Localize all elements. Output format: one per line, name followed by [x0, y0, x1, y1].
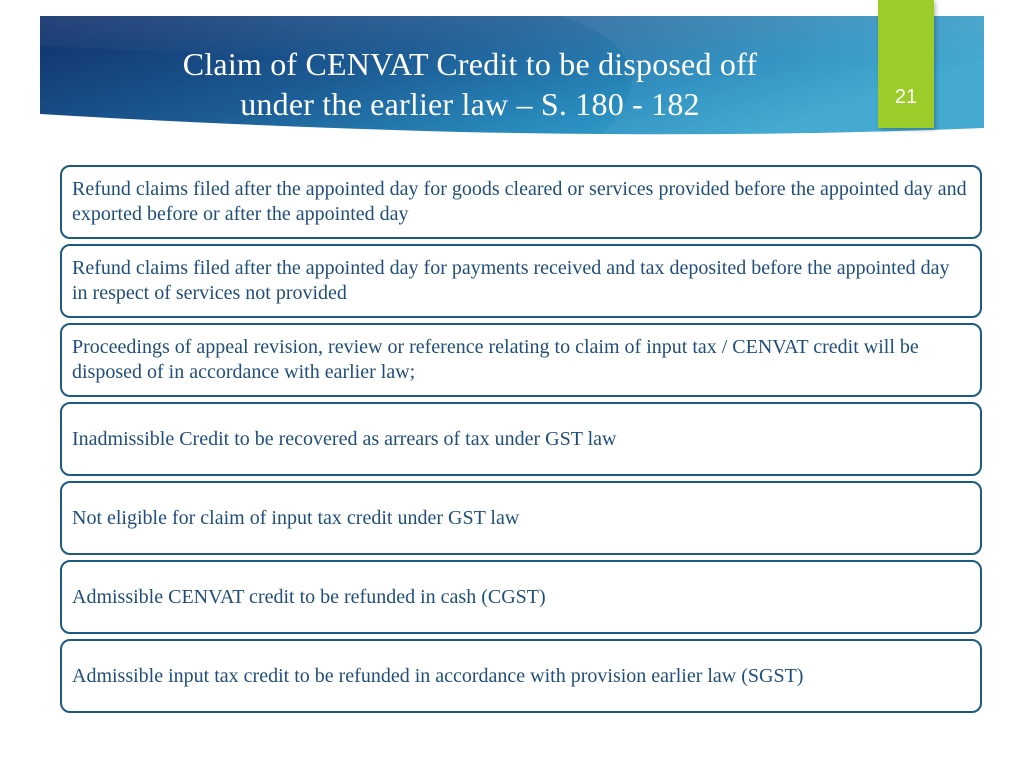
content-box — [60, 323, 982, 397]
content-box-list — [60, 165, 982, 718]
content-box-text: Admissible CENVAT credit to be refunded in cash (CGST) — [72, 585, 546, 608]
title-line-1: Claim of CENVAT Credit to be disposed off — [182, 46, 758, 82]
content-box — [60, 165, 982, 239]
page-number: 21 — [894, 86, 918, 108]
page-number-tab — [878, 0, 934, 128]
title-line-2: under the earlier law – S. 180 - 182 — [240, 86, 700, 122]
content-box — [60, 244, 982, 318]
content-box-text: Refund claims filed after the appointed day for goods cleared or services provided before the appointed day and exported before or after the appointed day — [72, 178, 967, 225]
content-box — [60, 560, 982, 634]
content-box-text: Not eligible for claim of input tax credit under GST law — [72, 506, 520, 529]
title-banner — [40, 16, 984, 136]
content-box — [60, 481, 982, 555]
content-box-text: Inadmissible Credit to be recovered as arrears of tax under GST law — [72, 427, 617, 450]
slide-title — [160, 44, 780, 124]
content-box — [60, 639, 982, 713]
content-box-text: Proceedings of appeal revision, review or reference relating to claim of input tax / CENVAT credit will be disposed of in accordance with earlier law; — [72, 336, 919, 383]
content-box — [60, 402, 982, 476]
content-box-text: Admissible input tax credit to be refunded in accordance with provision earlier law (SGST) — [72, 664, 804, 687]
content-box-text: Refund claims filed after the appointed day for payments received and tax deposited before the appointed day in respect of services not provided — [72, 257, 950, 304]
